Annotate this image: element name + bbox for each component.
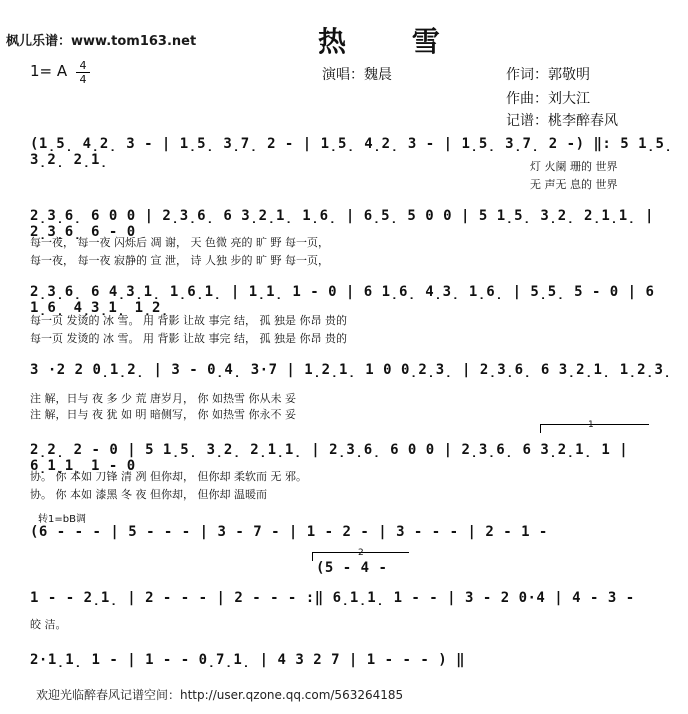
time-top: 4 [79, 59, 87, 72]
lyric-row-4-verse-2: 注 解，日与 夜 犹 如 明 暗侧写， 你 如热雪 你永不 妥 [30, 408, 296, 421]
lyric-row-1-verse-1: 灯 火阑 珊的 世界 [530, 160, 618, 173]
lyric-row-2-verse-1: 每一夜， 每一夜 闪烁后 凋 谢， 天 色微 亮的 旷 野 每一页， [30, 236, 329, 249]
lyricist-credit: 作词：郭敬明 [506, 67, 590, 83]
lyric-row-5-verse-2: 协。 你 本如 漆黑 冬 夜 但你却， 但你却 温暖而 [30, 488, 267, 501]
score-row-1: (1̣5̣ 4̣2̣ 3 - | 1̣5̣ 3̣7̣ 2 - | 1̣5̣ 4̣2̣ 3 - | 1̣5̣ 3̣7̣ 2 -) ‖: 5 1̣5̣ 3̣2̣ 2̣1̣ [30, 136, 673, 168]
score-row-8: 2·1̣1̣ 1 - | 1 - - 0̣7̣1̣ | 4 3 2 7 | 1 - - - ) ‖ [30, 652, 466, 668]
key-change-note: 转1=bB调 [38, 514, 86, 525]
score-row-2: 2̣3̣6̣ 6 0 0 | 2̣3̣6̣ 6 3̣2̣1̣ 1̣6̣ | 6̣5̣ 5 0 0 | 5 1̣5̣ 3̣2̣ 2̣1̣1̣ | 2̣3̣6̣ 6 - 0 [30, 208, 654, 240]
lyric-row-7: 皎 洁。 [30, 618, 67, 631]
site-watermark: 枫儿乐谱：www.tom163.net [6, 34, 197, 49]
footer-url: 欢迎光临醉春风记谱空间：http://user.qzone.qq.com/563264185 [36, 688, 404, 702]
lyric-row-3-verse-2: 每一页 发烫的 冰 雪。 用 背影 让故 事完 结， 孤 独是 你昂 贵的 [30, 332, 347, 345]
score-row-3: 2̣3̣6̣ 6 4̣3̣1̣ 1̣6̣1̣ | 1̣1̣ 1 - 0 | 6 1̣6̣ 4̣3̣ 1̣6̣ | 5̣5̣ 5 - 0 | 6 1̣6̣ 4̣3̣1̣ 1̣2̣ [30, 284, 655, 316]
score-row-5: 2̣2̣ 2 - 0 | 5 1̣5̣ 3̣2̣ 2̣1̣1̣ | 2̣3̣6̣ 6 0 0 | 2̣3̣6̣ 6 3̣2̣1̣ 1 | 6̣1̣1̣ 1 - 0 [30, 442, 629, 474]
volta-2-line: (5 - 4 - [316, 560, 388, 576]
lyric-row-5-verse-1: 协。 你 本如 刀锋 清 冽 但你却， 但你却 柔软而 无 邪。 [30, 470, 307, 483]
lyric-row-3-verse-1: 每一页 发烫的 冰 雪。 用 背影 让故 事完 结， 孤 独是 你昂 贵的 [30, 314, 347, 327]
lyric-row-4-verse-1: 注 解，日与 夜 多 少 荒 唐岁月， 你 如热雪 你从未 妥 [30, 392, 296, 405]
composer-credit: 作曲：刘大江 [506, 91, 590, 107]
volta-1-number: 1 [588, 420, 594, 430]
volta-2-number: 2 [358, 548, 364, 558]
score-row-4: 3 ·2 2 0̣1̣2̣ | 3 - 0̣4̣ 3·7 | 1̣2̣1̣ 1 0 0̣2̣3̣ | 2̣3̣6̣ 6 3̣2̣1̣ 1̣2̣3̣ [30, 362, 672, 378]
volta-1-bracket [540, 424, 649, 433]
song-title: 热 雪 [318, 25, 468, 58]
lyric-row-2-verse-2: 每一夜， 每一夜 寂静的 宣 泄， 诗 人独 步的 旷 野 每一页， [30, 254, 329, 267]
key-signature: 1= A [30, 62, 68, 80]
singer-credit: 演唱：魏晨 [322, 67, 392, 83]
score-row-7: 1 - - 2̣1̣ | 2 - - - | 2 - - - :‖ 6̣1̣1̣ 1 - - | 3 - 2 0·4 | 4 - 3 - [30, 590, 635, 606]
time-signature [76, 60, 90, 85]
lyric-row-1-verse-2: 无 声无 息的 世界 [530, 178, 618, 191]
score-row-6: (6 - - - | 5 - - - | 3 - 7 - | 1 - 2 - | 3 - - - | 2 - 1 - [30, 524, 548, 540]
time-bottom: 4 [79, 73, 87, 86]
transcriber-credit: 记谱：桃李醉春风 [506, 113, 618, 129]
